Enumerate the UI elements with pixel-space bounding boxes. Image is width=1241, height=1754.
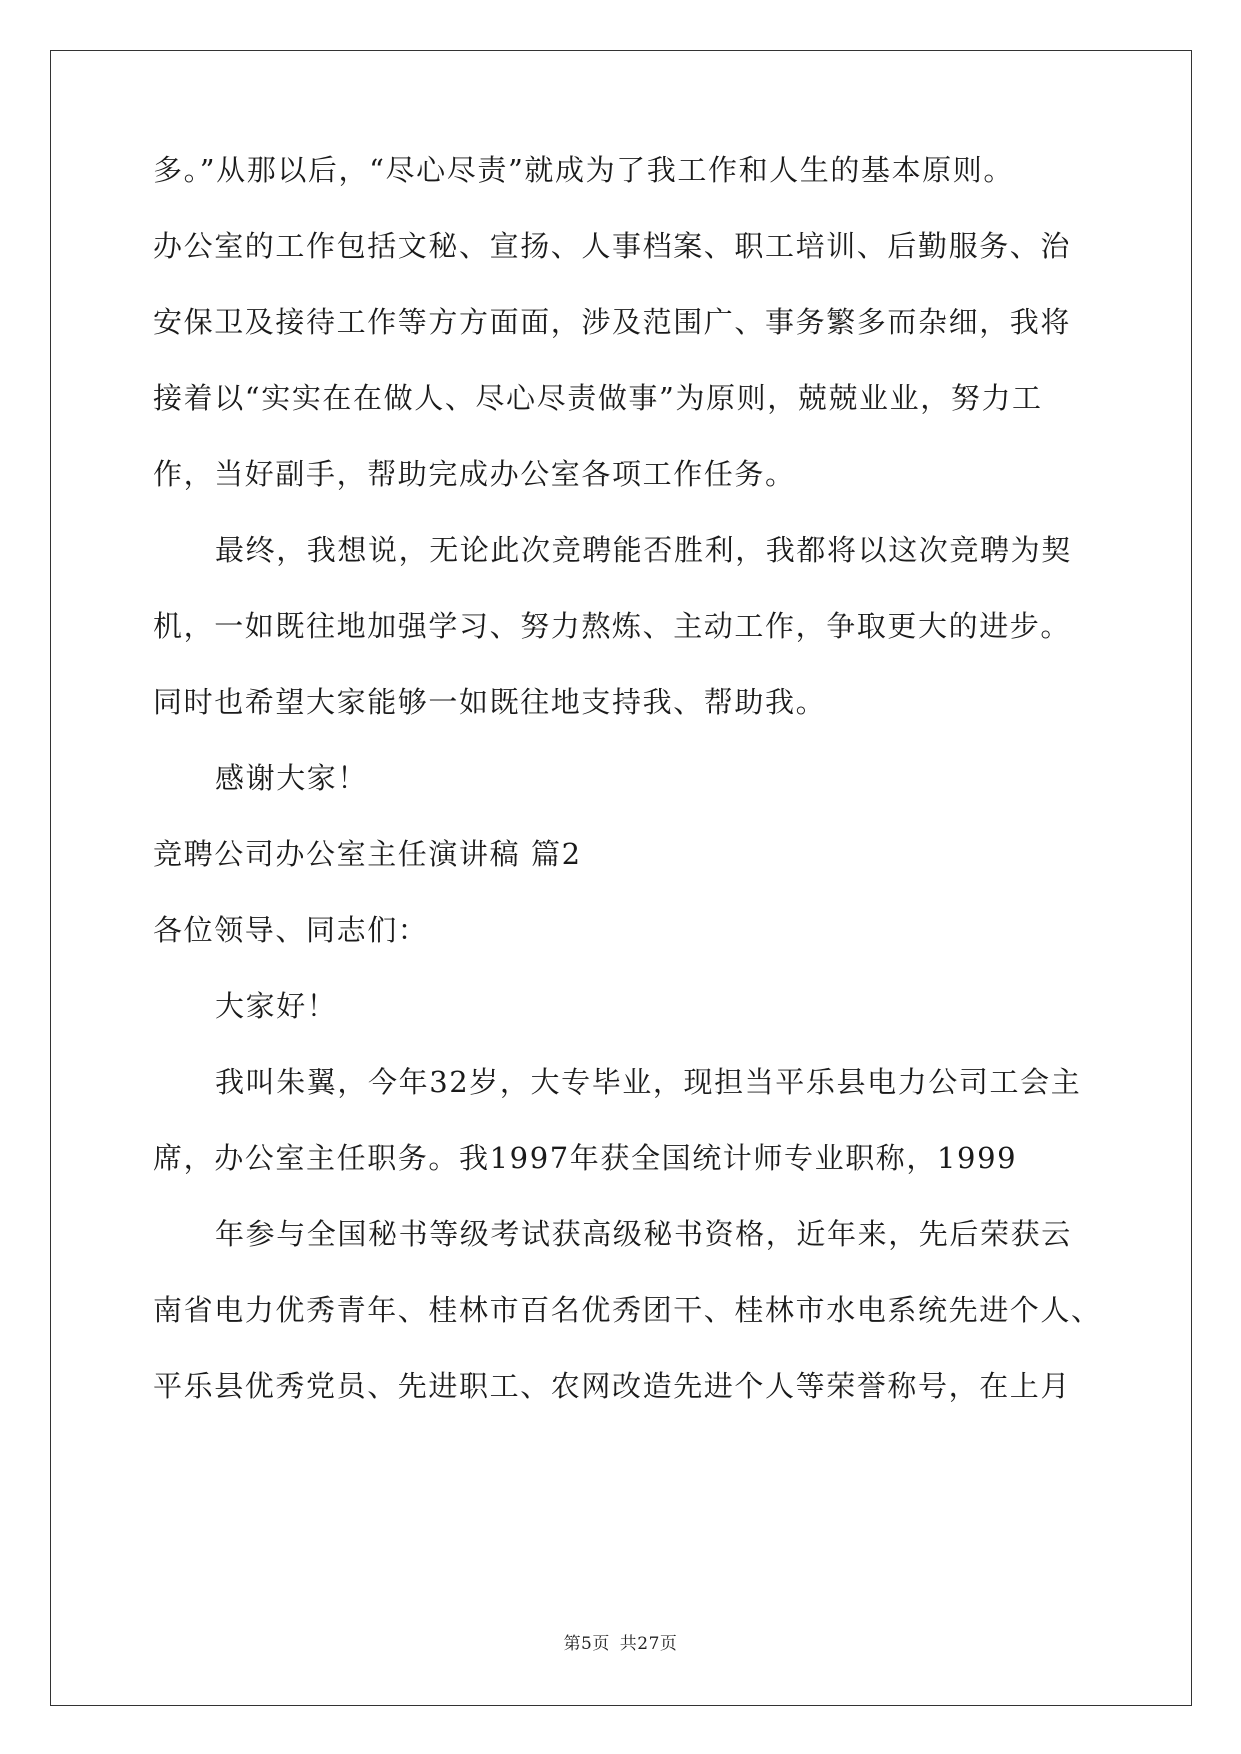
page-total: 共27页 — [619, 1634, 678, 1654]
body-line-17: 平乐县优秀党员、先进职工、农网改造先进个人等荣誉称号，在上月 — [153, 1369, 1072, 1403]
body-line-9: 感谢大家！ — [215, 761, 369, 795]
body-line-7: 机，一如既往地加强学习、努力熬炼、主动工作，争取更大的进步。 — [153, 609, 1072, 643]
greeting: 大家好！ — [215, 989, 338, 1023]
section-heading: 竞聘公司办公室主任演讲稿 篇2 — [153, 837, 582, 871]
body-line-15: 年参与全国秘书等级考试获高级秘书资格，近年来，先后荣获云 — [215, 1217, 1072, 1251]
page-border — [50, 50, 1192, 1706]
body-line-1: 多。”从那以后，“尽心尽责”就成为了我工作和人生的基本原则。 — [153, 153, 1014, 187]
body-line-3: 安保卫及接待工作等方方面面，涉及范围广、事务繁多而杂细，我将 — [153, 305, 1072, 339]
body-line-8: 同时也希望大家能够一如既往地支持我、帮助我。 — [153, 685, 827, 719]
body-line-6: 最终，我想说，无论此次竞聘能否胜利，我都将以这次竞聘为契 — [215, 533, 1072, 567]
body-line-14: 席，办公室主任职务。我1997年获全国统计师专业职称，1999 — [153, 1141, 1018, 1175]
body-line-16: 南省电力优秀青年、桂林市百名优秀团干、桂林市水电系统先进个人、 — [153, 1293, 1102, 1327]
salutation: 各位领导、同志们： — [153, 913, 429, 947]
body-line-13: 我叫朱翼，今年32岁，大专毕业，现担当平乐县电力公司工会主 — [215, 1065, 1082, 1099]
body-line-5: 作，当好副手，帮助完成办公室各项工作任务。 — [153, 457, 796, 491]
page-number: 第5页 — [563, 1634, 610, 1654]
body-line-4: 接着以“实实在在做人、尽心尽责做事”为原则，兢兢业业，努力工 — [153, 381, 1043, 415]
page-footer — [0, 1629, 1241, 1654]
body-line-2: 办公室的工作包括文秘、宣扬、人事档案、职工培训、后勤服务、治 — [153, 229, 1072, 263]
